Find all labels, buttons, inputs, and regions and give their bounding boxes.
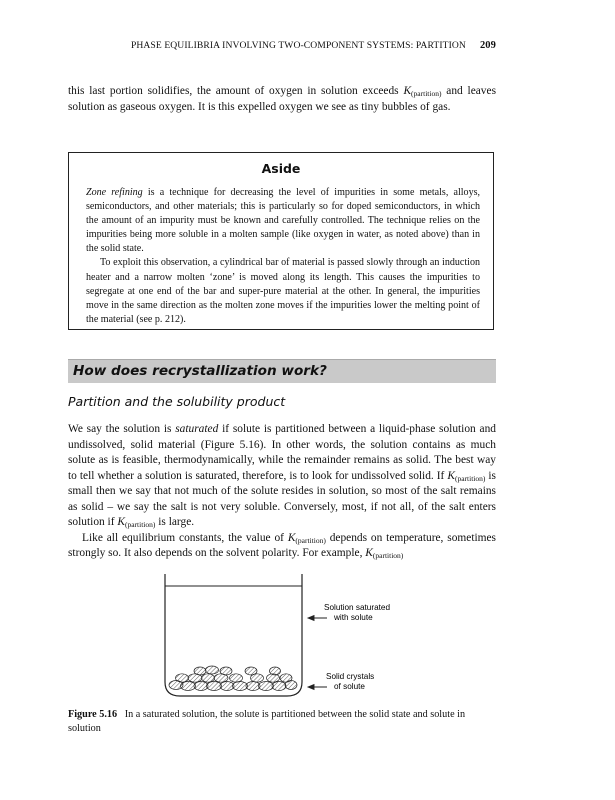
caption-label: Figure 5.16 — [68, 709, 118, 720]
caption-text: In a saturated solution, the solute is partitioned between the solid state and solute in solution — [68, 709, 466, 734]
running-title: PHASE EQUILIBRIA INVOLVING TWO-COMPONENT SYSTEMS: PARTITION — [130, 40, 466, 51]
aside-p1-text: is a technique for decreasing the level of impurities in some metals, alloys, semiconductors, and other materials; this is particularly so for doped semiconductors, in which the amount of an impurity must be known and carefully controlled. The technique relies on the impurities being more soluble in a molten sample (like oxygen in water, as noted above) than in the solid state. — [86, 187, 481, 255]
running-header — [68, 40, 496, 51]
k-subscript: (partition) — [454, 473, 486, 483]
figure-beaker — [150, 572, 470, 702]
label-solution-line2: with solute — [334, 613, 373, 622]
intro-text-1: this last portion solidifies, the amount of oxygen in solution exceeds — [68, 85, 404, 97]
aside-title: Aside — [261, 161, 301, 176]
label-solution-line1: Solution saturated — [324, 603, 390, 612]
intro-text-2: and leaves solution as gaseous oxygen. It is this expelled oxygen we see as tiny bubbles of gas. — [68, 85, 496, 113]
k-symbol: K — [117, 516, 125, 528]
intro-paragraph — [68, 84, 496, 115]
body-text-1: We say the solution is — [68, 423, 176, 435]
body-paragraph-2 — [68, 531, 496, 562]
aside-box — [68, 152, 494, 330]
k-symbol: K — [447, 469, 455, 482]
beaker-diagram — [150, 572, 470, 702]
saturated-term: saturated — [175, 423, 219, 435]
k-symbol: K — [403, 85, 412, 97]
section-heading-bar — [68, 359, 496, 383]
k-subscript: (partition) — [372, 551, 404, 560]
k-subscript: (partition) — [124, 520, 156, 529]
aside-body — [86, 186, 480, 327]
aside-paragraph-2: To exploit this observation, a cylindrical bar of material is passed slowly through an induction heater and a narrow molten ‘zone’ is moved along its length. This causes the impurities to segregate at one end of the bar and super-pure material at the other. In general, the impurities move in the same direction as the molten zone moves if the impurities lower the melting point of the material (see p. 212). — [86, 257, 480, 325]
k-subscript: (partition) — [411, 89, 442, 98]
arrow-solid — [308, 685, 327, 690]
aside-paragraph-1 — [86, 186, 480, 256]
figure-caption — [68, 708, 496, 736]
label-solid-line1: Solid crystals — [326, 672, 375, 681]
body-text-6: depends on temperature, sometimes strongly so. It also depends on the solvent polarity. For example, — [68, 531, 496, 559]
body-text-4: is large. — [155, 516, 195, 528]
body-paragraph — [68, 422, 496, 562]
page-number: 209 — [479, 40, 496, 51]
body-text-5: Like all equilibrium constants, the value of — [82, 531, 288, 544]
subsection-title: Partition and the solubility product — [68, 394, 286, 409]
k-symbol: K — [365, 547, 373, 559]
k-subscript: (partition) — [295, 535, 326, 545]
aside-term: Zone refining — [86, 187, 143, 198]
section-title: How does recrystallization work? — [73, 363, 327, 379]
label-solid-line2: of solute — [334, 682, 365, 691]
body-text-2: if solute is partitioned between a liquid-phase solution and undissolved, solid material (Figure 5.16). In other words, the solution contains as much solute as is feasible, thermodynamically, while the remainder remains as solid. The best way to tell whether a solution is saturated, therefore, is to look for undissolved solid. If — [68, 423, 496, 482]
k-symbol: K — [287, 531, 296, 544]
body-text-3: is small then we say that not much of the solute resides in solution, so most of the salt remains as solid – we say the salt is not very soluble. Conversely, most, if not all, of the salt enters solution if — [68, 469, 496, 528]
arrow-solution — [308, 616, 327, 621]
solid-crystals — [169, 666, 297, 691]
